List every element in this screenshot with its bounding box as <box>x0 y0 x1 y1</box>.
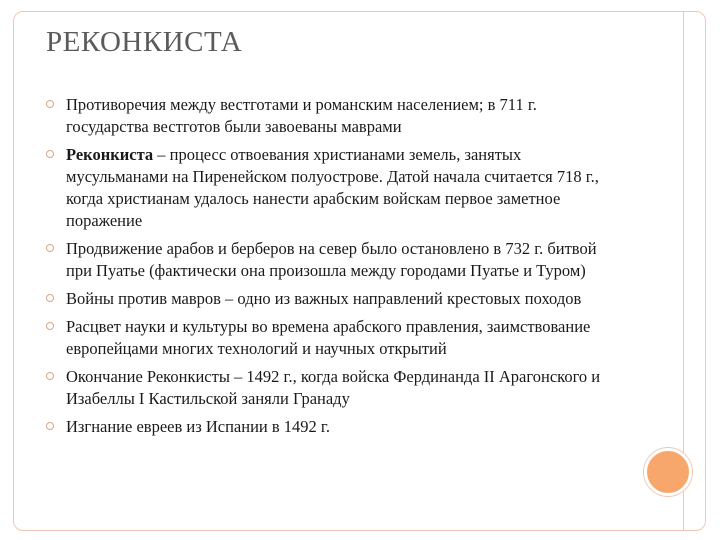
bullet-item <box>46 238 606 282</box>
bullet-body: Противоречия между вестготами и романским населением; в 711 г. государства вестготов были завоеваны маврами <box>66 95 537 136</box>
bullet-list <box>46 94 606 444</box>
bullet-text <box>66 145 599 230</box>
bullet-item <box>46 94 606 138</box>
bullet-ring-icon <box>46 372 54 380</box>
bullet-body: – процесс отвоевания христианами земель, занятых мусульманами на Пиренейском полуострове. Датой начала считается 718 г., когда христианам удалось нанести арабским войскам первое заметное поражение <box>66 145 599 230</box>
bullet-text <box>66 417 330 436</box>
bullet-ring-icon <box>46 100 54 108</box>
bullet-text <box>66 317 590 358</box>
bullet-item <box>46 416 606 438</box>
bullet-item <box>46 366 606 410</box>
bullet-lead: Реконкиста <box>66 145 154 164</box>
bullet-item <box>46 144 606 232</box>
bullet-ring-icon <box>46 322 54 330</box>
bullet-ring-icon <box>46 294 54 302</box>
slide-title: РЕКОНКИСТА <box>46 26 243 58</box>
bullet-body: Расцвет науки и культуры во времена арабского правления, заимствование европейцами многих технологий и научных открытий <box>66 317 591 358</box>
bullet-text <box>66 289 581 308</box>
bullet-text <box>66 367 600 408</box>
bullet-text <box>66 239 597 280</box>
decorative-circle-icon <box>644 448 692 496</box>
bullet-body: Изгнание евреев из Испании в 1492 г. <box>66 417 330 436</box>
bullet-item <box>46 316 606 360</box>
bullet-ring-icon <box>46 150 54 158</box>
bullet-ring-icon <box>46 422 54 430</box>
bullet-body: Войны против мавров – одно из важных направлений крестовых походов <box>66 289 582 308</box>
bullet-text <box>66 95 537 136</box>
bullet-item <box>46 288 606 310</box>
bullet-body: Окончание Реконкисты – 1492 г., когда войска Фердинанда II Арагонского и Изабеллы I Кастильской заняли Гранаду <box>66 367 601 408</box>
bullet-ring-icon <box>46 244 54 252</box>
bullet-body: Продвижение арабов и берберов на север было остановлено в 732 г. битвой при Пуатье (фактически она произошла между городами Пуатье и Туром) <box>66 239 597 280</box>
